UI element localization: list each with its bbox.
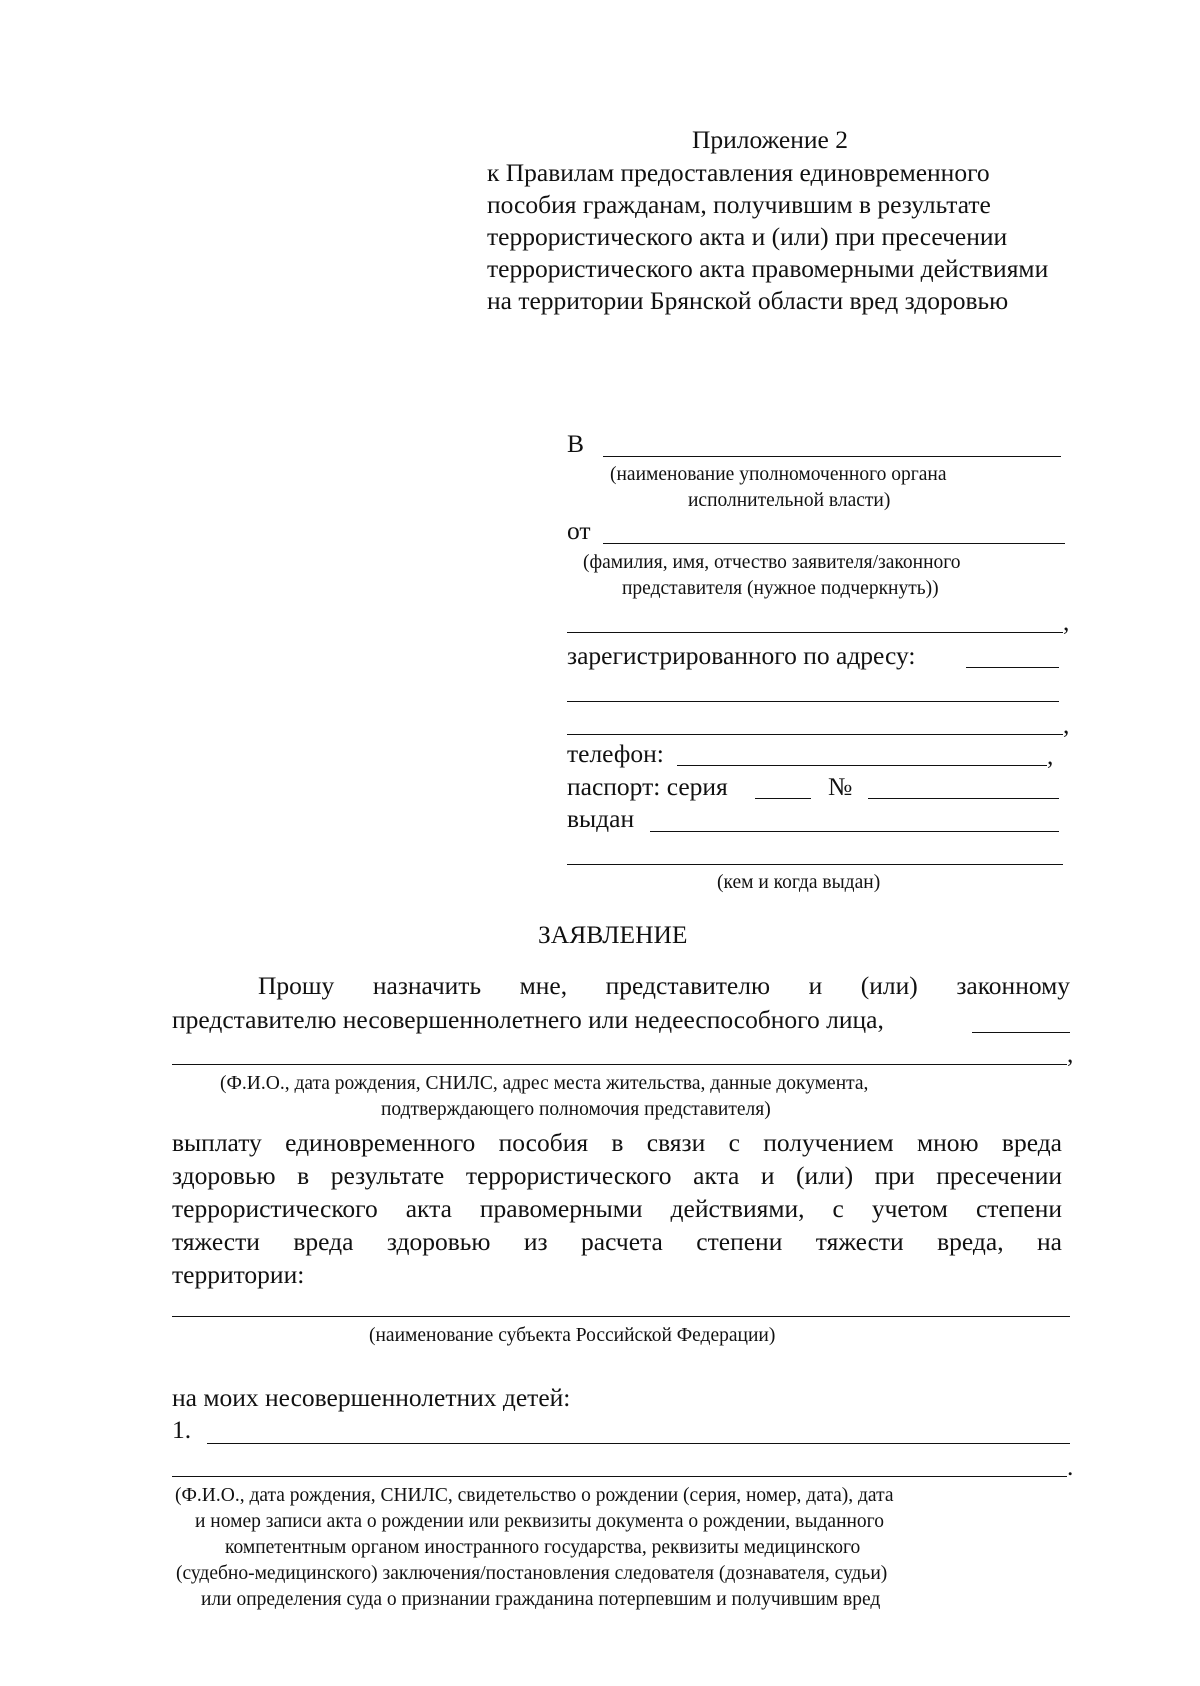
child-caption: (судебно-медицинского) заключения/постановления следователя (дознавателя, судьи) — [176, 1563, 888, 1584]
issued-label: выдан — [567, 804, 635, 833]
statement-body-line: территории: — [172, 1260, 305, 1289]
address-field-line-3[interactable] — [567, 734, 1063, 735]
from-caption: представителя (нужное подчеркнуть)) — [622, 578, 939, 599]
statement-body-line: тяжести вреда здоровью из расчета степени тяжести вреда, на — [172, 1227, 1062, 1256]
from-prefix: от — [567, 516, 591, 545]
child-field-line[interactable] — [207, 1443, 1070, 1444]
children-label: на моих несовершеннолетних детей: — [172, 1383, 571, 1412]
child-number: 1. — [172, 1415, 192, 1444]
passport-number-label: № — [828, 772, 853, 801]
to-prefix: В — [567, 429, 585, 458]
to-field-line[interactable] — [603, 456, 1061, 457]
address-label: зарегистрированного по адресу: — [567, 641, 916, 670]
appendix-line: пособия гражданам, получившим в результате — [487, 190, 991, 219]
region-field-line[interactable] — [172, 1316, 1070, 1317]
child-caption: (Ф.И.О., дата рождения, СНИЛС, свидетельство о рождении (серия, номер, дата), дата — [175, 1485, 894, 1506]
statement-body-line: выплату единовременного пособия в связи с получением мною вреда — [172, 1128, 1062, 1157]
period: . — [1067, 1452, 1074, 1481]
appendix-line: к Правилам предоставления единовременного — [487, 158, 990, 187]
representative-field-line[interactable] — [972, 1032, 1070, 1033]
appendix-line: террористического акта правомерными действиями — [487, 254, 1049, 283]
appendix-line: террористического акта и (или) при пресечении — [487, 222, 1008, 251]
address-field-line[interactable] — [966, 667, 1059, 668]
child-caption: и номер записи акта о рождении или реквизиты документа о рождении, выданного — [195, 1511, 884, 1532]
statement-paragraph-line: представителю несовершеннолетнего или недееспособного лица, — [172, 1005, 884, 1034]
from-field-line-2[interactable] — [567, 632, 1063, 633]
from-field-line[interactable] — [603, 543, 1065, 544]
appendix-title: Приложение 2 — [692, 125, 848, 154]
representative-caption: подтверждающего полномочия представителя) — [381, 1099, 771, 1120]
statement-title: ЗАЯВЛЕНИЕ — [538, 920, 688, 949]
appendix-line: на территории Брянской области вред здоровью — [487, 286, 1009, 315]
passport-number-field-line[interactable] — [868, 798, 1059, 799]
child-caption: или определения суда о признании гражданина потерпевшим и получившим вред — [201, 1589, 881, 1610]
issued-field-line[interactable] — [650, 831, 1059, 832]
phone-label: телефон: — [567, 739, 664, 768]
statement-body-line: здоровью в результате террористического акта и (или) при пресечении — [172, 1161, 1062, 1190]
address-field-line-2[interactable] — [567, 701, 1059, 702]
statement-body-line: террористического акта правомерными действиями, с учетом степени — [172, 1194, 1062, 1223]
passport-series-label: паспорт: серия — [567, 772, 728, 801]
representative-caption: (Ф.И.О., дата рождения, СНИЛС, адрес места жительства, данные документа, — [220, 1073, 869, 1094]
to-caption: исполнительной власти) — [688, 490, 891, 511]
phone-field-line[interactable] — [677, 765, 1047, 766]
from-caption: (фамилия, имя, отчество заявителя/законного — [583, 552, 961, 573]
child-caption: компетентным органом иностранного государства, реквизиты медицинского — [225, 1537, 861, 1558]
comma: , — [1047, 741, 1054, 770]
issued-field-line-2[interactable] — [567, 864, 1063, 865]
issued-caption: (кем и когда выдан) — [717, 872, 881, 893]
comma: , — [1063, 607, 1070, 636]
region-caption: (наименование субъекта Российской Федерации) — [369, 1325, 776, 1346]
representative-field-line-2[interactable] — [172, 1064, 1067, 1065]
to-caption: (наименование уполномоченного органа — [610, 464, 947, 485]
statement-paragraph-line: Прошу назначить мне, представителю и (или) законному — [258, 971, 1070, 1000]
comma: , — [1067, 1039, 1074, 1068]
comma: , — [1063, 710, 1070, 739]
child-field-line-2[interactable] — [172, 1476, 1067, 1477]
passport-series-field-line[interactable] — [755, 798, 811, 799]
